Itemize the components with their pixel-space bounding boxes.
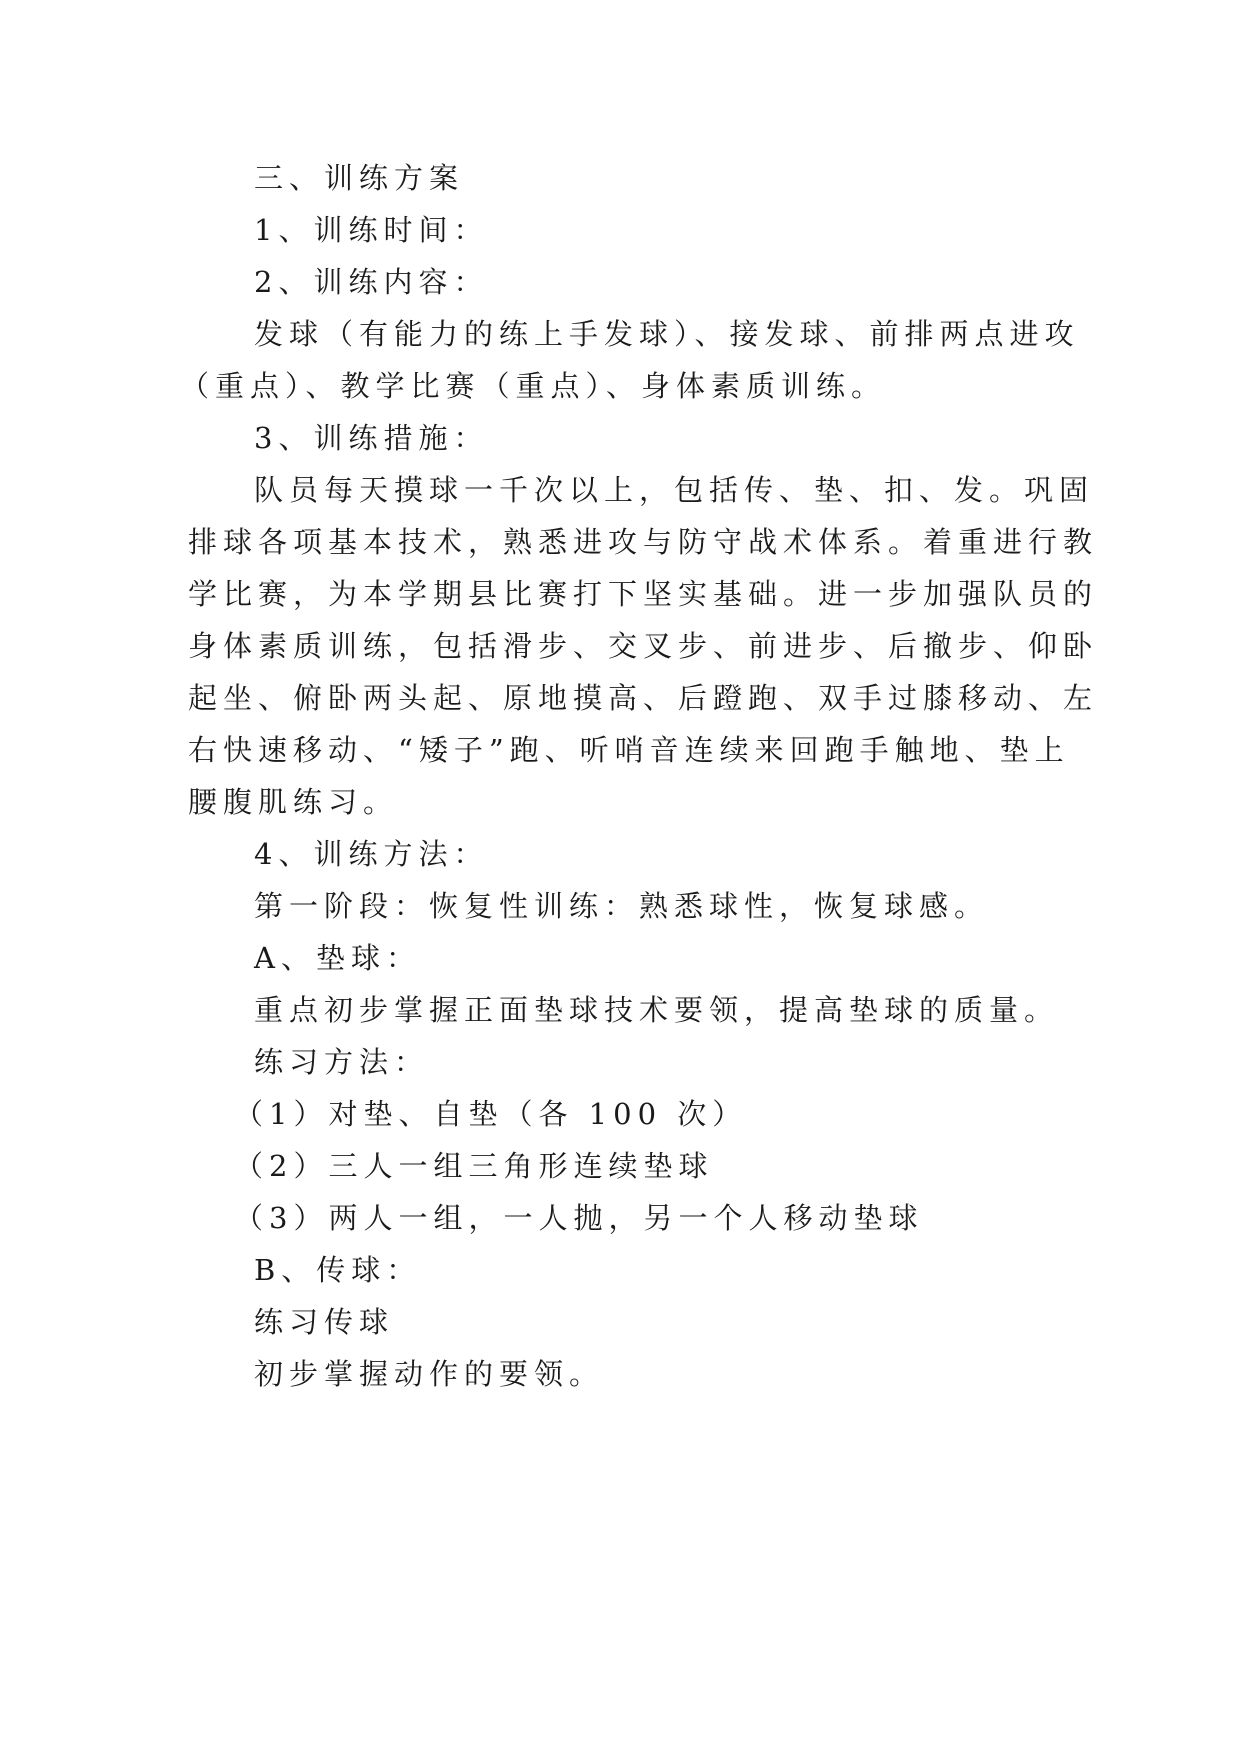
list-item: （3）两人一组，一人抛，另一个人移动垫球 [234, 1201, 924, 1235]
paragraph-line: 练习传球 [254, 1305, 395, 1339]
paragraph-line: 队员每天摸球一千次以上，包括传、垫、扣、发。巩固 [254, 473, 1095, 507]
paragraph-line: 学比赛，为本学期县比赛打下坚实基础。进一步加强队员的 [188, 577, 1099, 611]
item-heading: 1、训练时间： [254, 213, 489, 247]
paragraph-line: 发球（有能力的练上手发球）、接发球、前排两点进攻 [254, 317, 1080, 351]
section-heading: 三、训练方案 [254, 161, 465, 195]
paragraph-line: 重点初步掌握正面垫球技术要领，提高垫球的质量。 [254, 993, 1060, 1027]
paragraph-line: （重点）、教学比赛（重点）、身体素质训练。 [180, 369, 887, 403]
item-heading: 3、训练措施： [254, 421, 489, 455]
paragraph-line: 排球各项基本技术，熟悉进攻与防守战术体系。着重进行教 [188, 525, 1099, 559]
subheading: 练习方法： [254, 1045, 430, 1079]
paragraph-line: 初步掌握动作的要领。 [254, 1357, 605, 1391]
paragraph-line: 第一阶段：恢复性训练：熟悉球性，恢复球感。 [254, 889, 990, 923]
list-item: （2）三人一组三角形连续垫球 [234, 1149, 714, 1183]
paragraph-line: 腰腹肌练习。 [188, 785, 399, 819]
item-heading: 2、训练内容： [254, 265, 489, 299]
paragraph-line: 起坐、俯卧两头起、原地摸高、后蹬跑、双手过膝移动、左 [188, 681, 1099, 715]
paragraph-line: 身体素质训练，包括滑步、交叉步、前进步、后撤步、仰卧 [188, 629, 1099, 663]
subheading: A、垫球： [254, 941, 421, 975]
paragraph-line: 右快速移动、“矮子”跑、听哨音连续来回跑手触地、垫上 [188, 733, 1070, 767]
list-item: （1）对垫、自垫（各 100 次） [234, 1097, 748, 1131]
subheading: B、传球： [254, 1253, 422, 1287]
item-heading: 4、训练方法： [254, 837, 489, 871]
